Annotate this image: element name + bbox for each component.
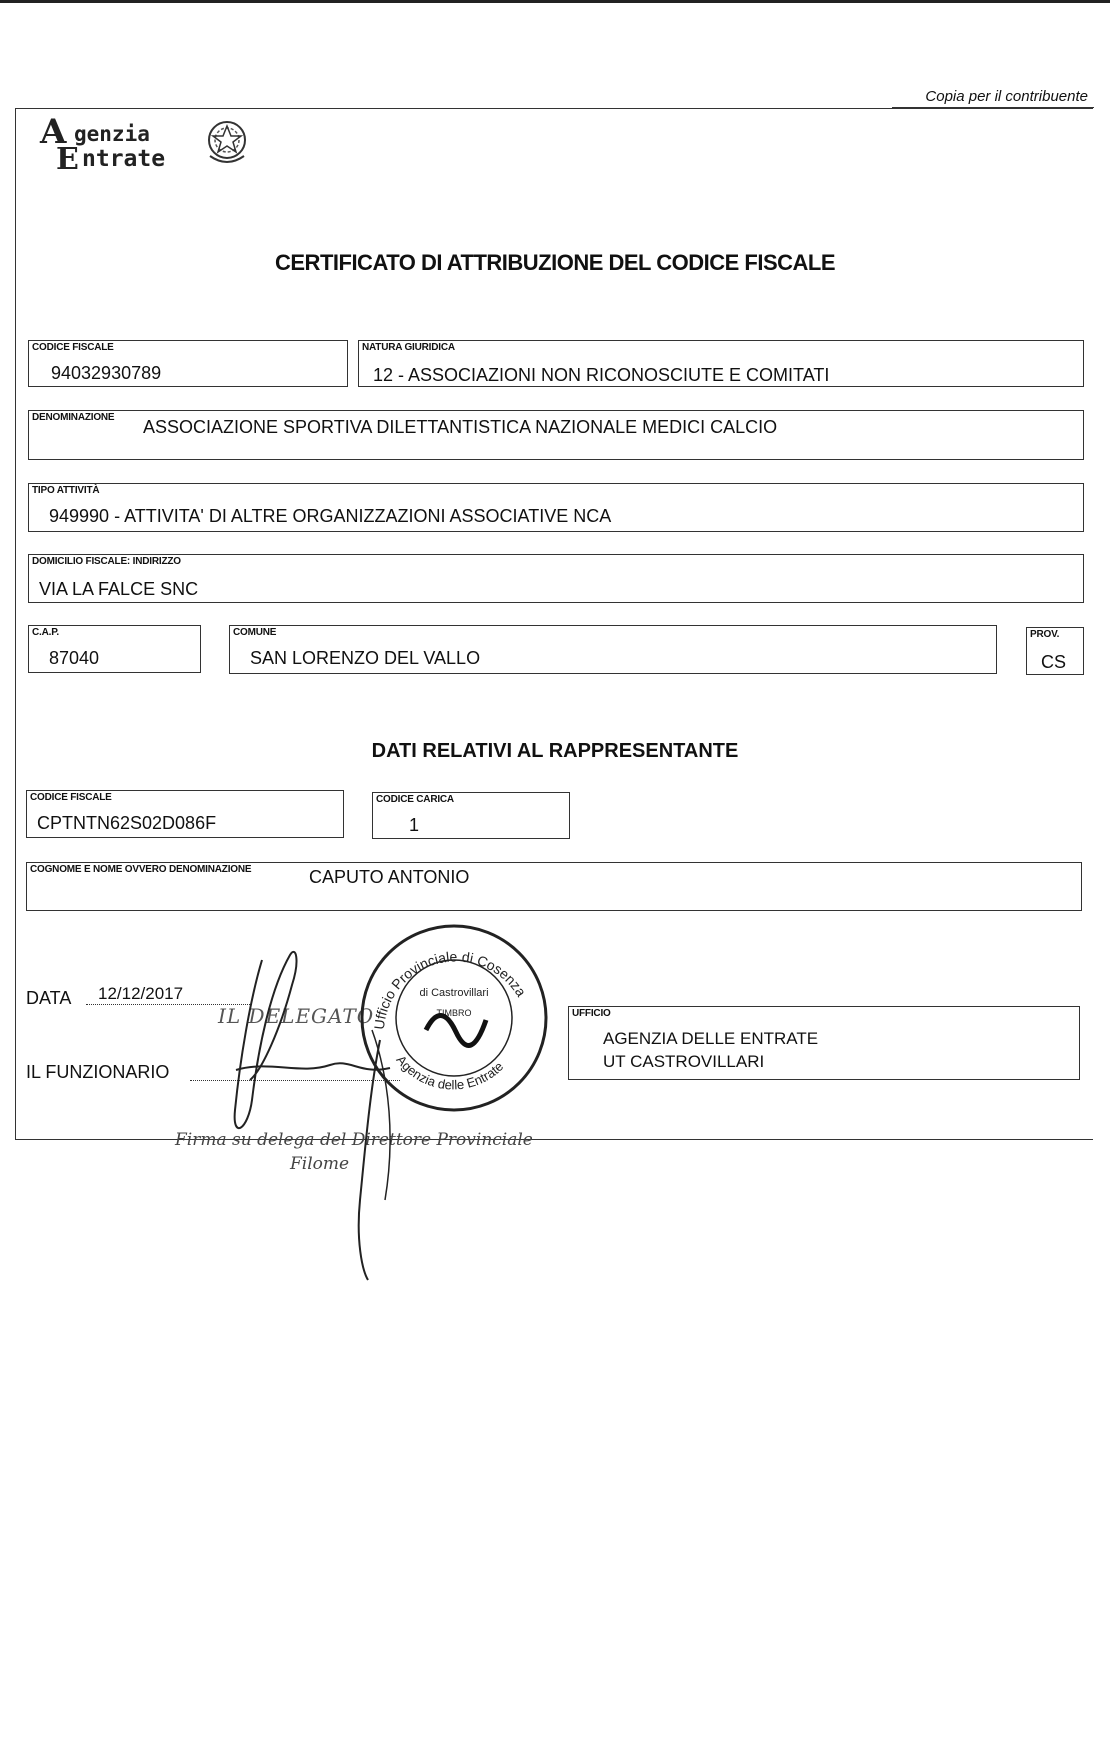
domicilio-box: [28, 554, 1084, 603]
codice-fiscale-box: [28, 340, 348, 387]
denominazione-label: DENOMINAZIONE: [32, 412, 115, 423]
rep-nome-value: CAPUTO ANTONIO: [309, 867, 470, 887]
prov-value: CS: [1041, 652, 1067, 672]
denominazione-box: [28, 410, 1084, 460]
logo-line-2: ntrate: [82, 146, 166, 172]
rep-codice-fiscale-label: CODICE FISCALE: [30, 792, 112, 803]
tipo-attivita-value: 949990 - ATTIVITA' DI ALTRE ORGANIZZAZIONI ASSOCIATIVE NCA: [49, 506, 612, 526]
natura-giuridica-label: NATURA GIURIDICA: [362, 342, 455, 353]
firma-delega-line: Firma su delega del Direttore Provinciale: [175, 1130, 533, 1150]
prov-box: [1026, 627, 1084, 675]
republic-emblem-icon: [204, 116, 250, 168]
svg-text:Agenzia delle Entrate: [393, 1052, 506, 1092]
domicilio-label: DOMICILIO FISCALE: INDIRIZZO: [32, 556, 181, 567]
comune-label: COMUNE: [233, 627, 277, 638]
denominazione-value: ASSOCIAZIONE SPORTIVA DILETTANTISTICA NAZIONALE MEDICI CALCIO: [143, 417, 778, 437]
stamp-circle-icon: [356, 920, 552, 1116]
top-edge-line: [0, 0, 1110, 3]
stamp-inner-text: di Castrovillari: [419, 987, 489, 999]
stamp-bottom-text: Agenzia delle Entrate: [393, 1052, 507, 1093]
tipo-attivita-label: TIPO ATTIVITÀ: [32, 485, 100, 496]
funzionario-label: IL FUNZIONARIO: [26, 1062, 170, 1082]
ufficio-line-2: UT CASTROVILLARI: [603, 1052, 765, 1071]
logo-line-1: genzia: [74, 122, 150, 146]
codice-carica-label: CODICE CARICA: [376, 794, 454, 805]
rep-codice-fiscale-value: CPTNTN62S02D086F: [37, 813, 217, 833]
codice-fiscale-value: 94032930789: [51, 363, 162, 383]
natura-giuridica-box: [358, 340, 1084, 387]
natura-giuridica-value: 12 - ASSOCIAZIONI NON RICONOSCIUTE E COMITATI: [373, 365, 830, 385]
codice-carica-value: 1: [409, 815, 420, 835]
official-round-stamp: [356, 920, 552, 1116]
stamp-center-label: TIMBRO: [436, 1008, 472, 1018]
comune-box: [229, 625, 997, 674]
agenzia-entrate-logo: [36, 114, 256, 176]
representative-section-title: DATI RELATIVI AL RAPPRESENTANTE: [371, 740, 739, 762]
tipo-attivita-box: [28, 483, 1084, 532]
comune-value: SAN LORENZO DEL VALLO: [250, 648, 481, 668]
firma-name-fragment: Filome: [290, 1154, 350, 1174]
cap-value: 87040: [49, 648, 100, 668]
ufficio-label: UFFICIO: [572, 1008, 611, 1019]
rep-nome-box: [26, 862, 1082, 911]
document-title: CERTIFICATO DI ATTRIBUZIONE DEL CODICE FISCALE: [275, 250, 835, 275]
ufficio-box: [568, 1006, 1080, 1080]
data-label: DATA: [26, 988, 72, 1008]
logo-mark-e: E: [56, 142, 79, 177]
domicilio-value: VIA LA FALCE SNC: [39, 579, 199, 599]
rep-codice-fiscale-box: [26, 790, 344, 838]
stamp-outer-text: Ufficio Provinciale di Cosenza: [370, 948, 530, 1031]
copy-label: Copia per il contribuente: [925, 88, 1088, 105]
rep-nome-label: COGNOME E NOME OVVERO DENOMINAZIONE: [30, 864, 252, 875]
delegato-stamp-text: IL DELEGATO: [218, 1004, 375, 1028]
logo-mark-a: A: [40, 112, 67, 152]
cap-label: C.A.P.: [32, 627, 59, 638]
data-value: 12/12/2017: [98, 984, 184, 1003]
codice-fiscale-label: CODICE FISCALE: [32, 342, 114, 353]
prov-label: PROV.: [1030, 629, 1060, 640]
ufficio-line-1: AGENZIA DELLE ENTRATE: [603, 1029, 819, 1048]
codice-carica-box: [372, 792, 570, 839]
cap-box: [28, 625, 201, 673]
